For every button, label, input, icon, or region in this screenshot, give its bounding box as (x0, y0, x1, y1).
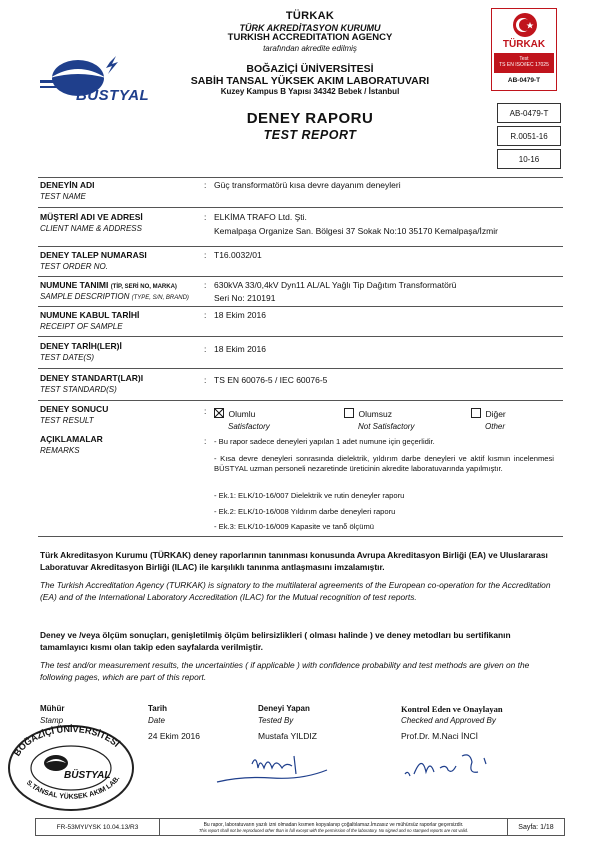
code-box-report-no: R.0051-16 (497, 126, 561, 146)
bustyal-logo (40, 54, 160, 112)
tested-by-value: Mustafa YILDIZ (258, 731, 317, 741)
header-block (150, 10, 470, 142)
sample-label-en-small: (TYPE, S/N, BRAND) (131, 295, 189, 301)
form-code: FR-53MYI/YSK 10.04.13/R3 (36, 819, 160, 835)
lab-name: SABİH TANSAL YÜKSEK AKIM LABORATUVARI (190, 75, 430, 88)
tested-by-label: Deneyi Yapan (258, 704, 310, 713)
sample-description-value: 630kVA 33/0,4kV Dyn11 AL/AL Yağlı Tip Dağıtım Transformatörü (214, 280, 457, 290)
colon: : (204, 344, 207, 354)
approver-signature (400, 744, 510, 784)
remark-line: - Kısa devre deneyleri sonrasında dielektrik, yıldırım darbe deneyleri ve aktif kısmın incelenmesi BÜSTYAL uzman personeli nezaretinde üreticinin akredite laboratuvarında yapılmıştır. (214, 454, 554, 474)
ea-ilac-statement-en: The Turkish Accreditation Agency (TURKAK) is signatory to the multilateral agreements of the European co-operation for the Accreditation (EA) and of the International Laboratory Accreditation (ILAC) for the Mutual recognition of test reports. (40, 580, 551, 602)
colon: : (204, 250, 207, 260)
colon: : (204, 212, 207, 222)
mark-code: AB-0479-T (507, 77, 541, 84)
receipt-label-en: RECEIPT OF SAMPLE (40, 322, 123, 331)
date-label-en: Date (148, 716, 165, 725)
option-label-en: Other (485, 422, 506, 431)
order-no-value: T16.0032/01 (214, 250, 262, 260)
footer (35, 818, 565, 836)
sample-serial-value: Seri No: 210191 (214, 293, 276, 303)
seal-center-text: BÜSTYAL (64, 770, 111, 781)
org-name-tr: TÜRK AKREDİTASYON KURUMU (239, 22, 381, 33)
colon: : (204, 310, 207, 320)
org-short: TÜRKAK (285, 10, 335, 22)
colon: : (204, 280, 207, 290)
stamp-label-en: Stamp (40, 716, 64, 725)
test-name-label: DENEYİN ADI (40, 180, 95, 190)
result-option-other[interactable] (471, 404, 506, 431)
divider (38, 536, 563, 537)
code-box-accreditation: AB-0479-T (497, 103, 561, 123)
seal-top-text: BOĞAZİÇİ ÜNİVERSİTESİ (11, 723, 122, 758)
date-label: Tarih (148, 704, 167, 713)
client-label: MÜŞTERİ ADI VE ADRESİ (40, 212, 143, 222)
footer-notice-tr: Bu rapor, laboratuvarın yazılı izni olmadan kısmen kopyalanıp çoğaltılamaz.İmzasız ve mühürsüz raporlar geçersizdir. (203, 821, 464, 828)
sample-label-en (40, 292, 189, 301)
mark-line1: Test (519, 56, 529, 62)
footer-notice-en: This report shall not be reproduced other than in full except with the permission of the laboratory. No signed and no stamped reports are not valid. (198, 827, 469, 833)
remarks-label: AÇIKLAMALAR (40, 434, 103, 444)
divider (38, 246, 563, 247)
org-name-en: TURKISH ACCREDITATION AGENCY (227, 31, 393, 43)
option-label-tr: Diğer (485, 409, 506, 419)
test-name-value: Güç transformatörü kısa devre dayanım deneyleri (214, 180, 401, 190)
standard-label: DENEY STANDART(LAR)I (40, 373, 144, 383)
remark-line: - Ek.2: ELK/10-16/008 Yıldırım darbe deneyleri raporu (214, 507, 396, 516)
report-date-value: 24 Ekim 2016 (148, 731, 200, 741)
remark-line: - Ek.3: ELK/10-16/009 Kapasite ve tanδ ölçümü (214, 522, 374, 531)
divider (38, 306, 563, 307)
seal-stamp-icon (6, 723, 136, 813)
colon: : (204, 375, 207, 385)
test-name-label-en: TEST NAME (40, 192, 86, 201)
crescent-star-icon (510, 12, 540, 38)
ea-ilac-statement-tr: Türk Akreditasyon Kurumu (TÜRKAK) deney raporlarının tanınması konusunda Avrupa Akreditasyon Birliği (EA) ve Uluslararası Laboratuvar Akreditasyon Birliği (ILAC) ile karşılıklı tanınma antlaşmasını imzalamıştır. (40, 550, 548, 572)
remark-line: - Ek.1: ELK/10-16/007 Dielektrik ve rutin deneyler raporu (214, 491, 405, 500)
test-date-label: DENEY TARİH(LER)İ (40, 341, 122, 351)
result-option-satisfactory[interactable] (214, 404, 270, 431)
client-address-value: Kemalpaşa Organize San. Bölgesi 37 Sokak No:10 35170 Kemalpaşa/İzmir (214, 226, 498, 236)
receipt-label: NUMUNE KABUL TARİHİ (40, 310, 140, 320)
sample-label-en-text: SAMPLE DESCRIPTION (40, 292, 130, 301)
receipt-value: 18 Ekim 2016 (214, 310, 266, 320)
laboratory-seal (6, 723, 136, 813)
report-subtitle: TEST REPORT (263, 127, 357, 142)
option-label-tr: Olumsuz (358, 409, 392, 419)
accredited-by: tarafından akredite edilmiş (263, 43, 357, 53)
remark-line: - Bu rapor sadece deneyleri yapılan 1 adet numune için geçerlidir. (214, 437, 435, 446)
sample-label (40, 280, 177, 290)
colon: : (204, 180, 207, 190)
checkbox-checked-icon[interactable] (214, 408, 224, 418)
report-title: DENEY RAPORU (246, 110, 374, 128)
divider (38, 207, 563, 208)
divider (38, 368, 563, 369)
lab-address: Kuzey Kampus B Yapısı 34342 Bebek / İstanbul (220, 87, 400, 97)
sample-label-text: NUMUNE TANIMI (40, 280, 109, 290)
colon: : (204, 406, 207, 416)
option-label-en: Satisfactory (228, 422, 270, 431)
turkak-accreditation-mark (491, 8, 557, 91)
page-number: Sayfa: 1/18 (518, 823, 554, 831)
divider (38, 400, 563, 401)
approved-by-label: Kontrol Eden ve Onaylayan (401, 704, 503, 714)
results-statement-en: The test and/or measurement results, the uncertainties ( if applicable ) with confidence probability and test methods are given on the following pages, which are part of this report. (40, 660, 530, 682)
result-label-en: TEST RESULT (40, 416, 94, 425)
option-label-en: Not Satisfactory (358, 422, 415, 431)
result-option-not-satisfactory[interactable] (344, 404, 414, 431)
checkbox-icon[interactable] (471, 408, 481, 418)
footer-notice (160, 819, 508, 835)
tester-signature (212, 740, 332, 790)
mark-red-band (494, 53, 554, 73)
mark-line2: TS EN ISO/IEC 17025 (499, 62, 549, 68)
test-date-value: 18 Ekim 2016 (214, 344, 266, 354)
mark-brand: TÜRKAK (502, 39, 546, 50)
sample-label-small: (TİP, SERİ NO, MARKA) (110, 284, 177, 290)
results-statement-tr: Deney ve /veya ölçüm sonuçları, genişletilmiş ölçüm belirsizlikleri ( olması halinde ) ve deney metodları bu sertifikanın tamamlayıcı kısmı olan takip eden sayfalarda verilmiştir. (40, 630, 511, 652)
tested-by-label-en: Tested By (258, 716, 294, 725)
university-name: BOĞAZİÇİ ÜNİVERSİTESİ (246, 63, 374, 76)
test-date-label-en: TEST DATE(S) (40, 353, 95, 362)
stamp-label: Mühür (40, 704, 65, 713)
divider (38, 276, 563, 277)
seal-bottom-text: S.TANSAL YÜKSEK AKIM LAB. (24, 775, 122, 801)
order-no-label: DENEY TALEP NUMARASI (40, 250, 147, 260)
standard-label-en: TEST STANDARD(S) (40, 385, 117, 394)
divider (38, 336, 563, 337)
client-name-value: ELKİMA TRAFO Ltd. Şti. (214, 212, 307, 222)
divider (38, 177, 563, 178)
code-box-date: 10-16 (497, 149, 561, 169)
client-label-en: CLIENT NAME & ADDRESS (40, 224, 142, 233)
result-label: DENEY SONUCU (40, 404, 109, 414)
remarks-label-en: REMARKS (40, 446, 80, 455)
logo-text: BÜSTYAL (76, 87, 150, 104)
standard-value: TS EN 60076-5 / IEC 60076-5 (214, 375, 328, 385)
option-label-tr: Olumlu (228, 409, 256, 419)
approved-by-value: Prof.Dr. M.Naci İNCİ (401, 731, 478, 741)
checkbox-icon[interactable] (344, 408, 354, 418)
order-no-label-en: TEST ORDER NO. (40, 262, 109, 271)
colon: : (204, 436, 207, 446)
approved-by-label-en: Checked and Approved By (401, 716, 496, 725)
